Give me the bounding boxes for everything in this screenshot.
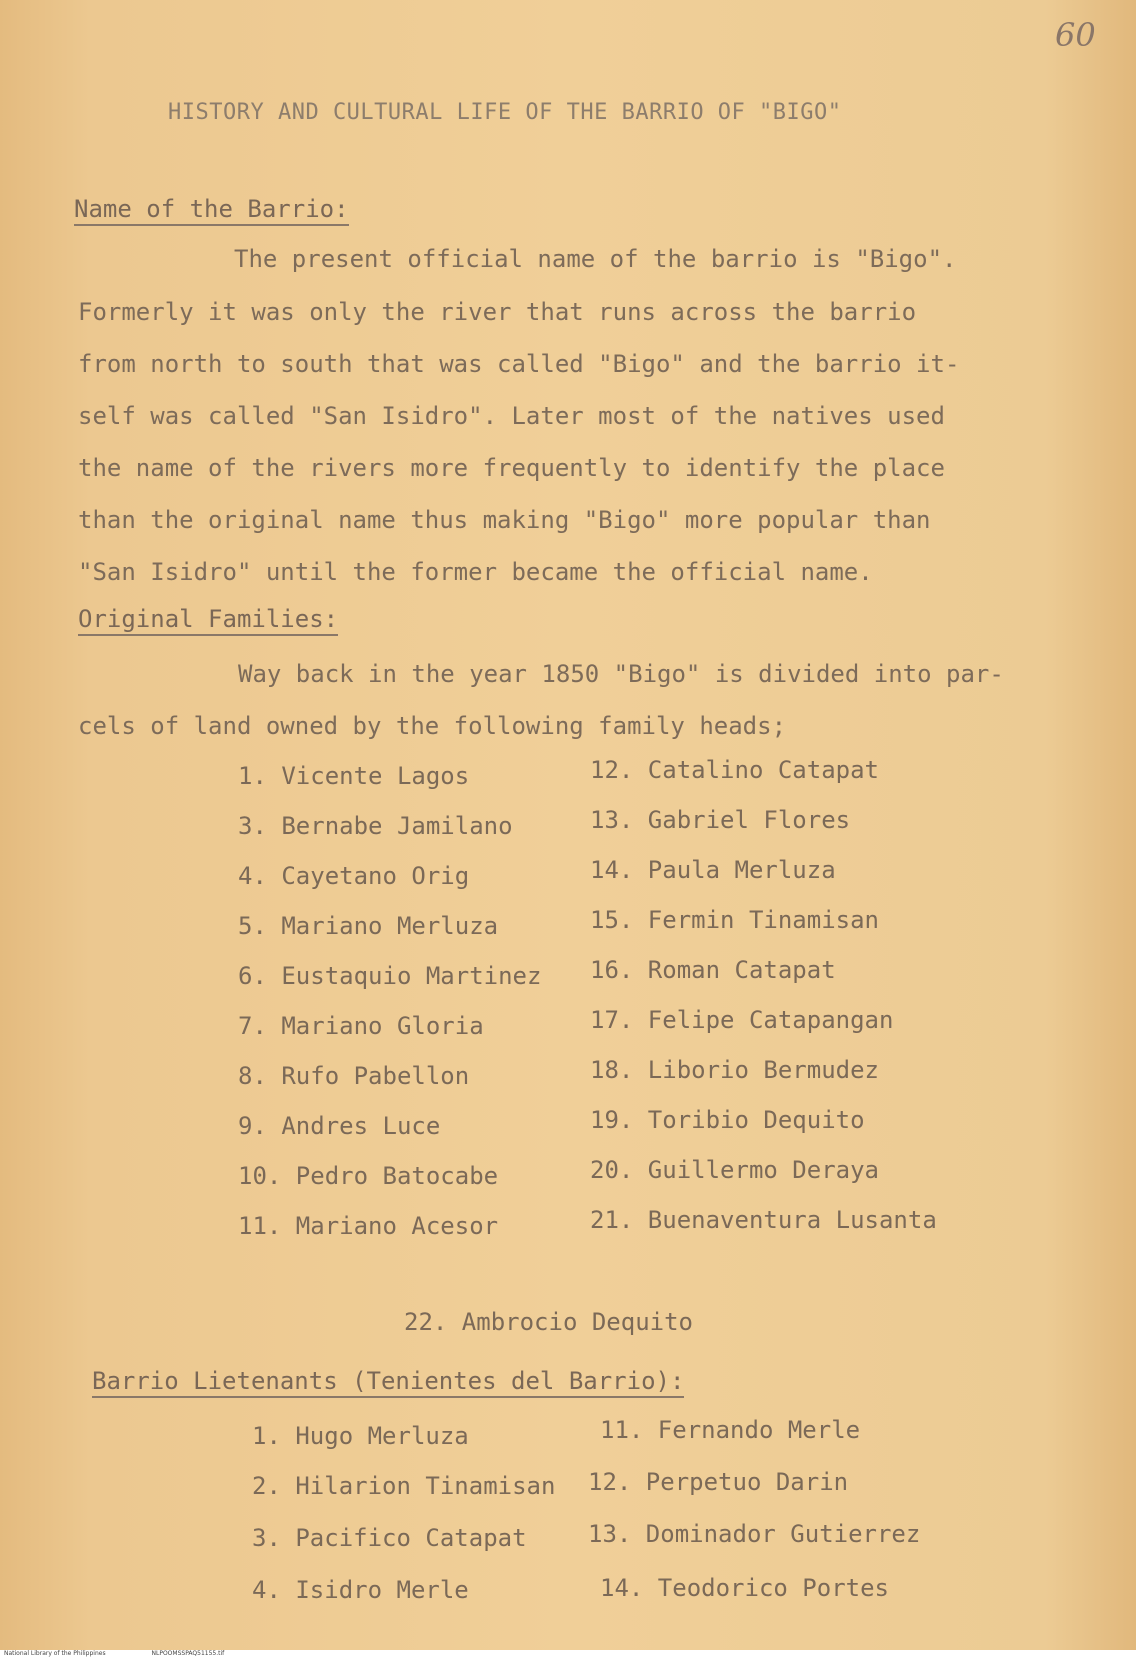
section-heading-lieutenants: Barrio Lietenants (Tenientes del Barrio):: [92, 1368, 684, 1398]
family-list-item: 17. Felipe Catapangan: [590, 1006, 894, 1034]
page-number: 60: [1055, 16, 1096, 54]
lieutenant-list-item: 2. Hilarion Tinamisan: [252, 1472, 556, 1500]
paragraph-line: self was called "San Isidro". Later most of the natives used: [78, 402, 945, 430]
lieutenant-list-item: 1. Hugo Merluza: [252, 1422, 469, 1450]
document-title: HISTORY AND CULTURAL LIFE OF THE BARRIO OF "BIGO": [168, 100, 842, 125]
paragraph-line: "San Isidro" until the former became the official name.: [78, 558, 873, 586]
family-list-item: 7. Mariano Gloria: [238, 1012, 484, 1040]
family-list-item: 22. Ambrocio Dequito: [404, 1308, 693, 1336]
lieutenant-list-item: 11. Fernando Merle: [600, 1416, 861, 1444]
family-list-item: 21. Buenaventura Lusanta: [590, 1206, 937, 1234]
section-heading-name: Name of the Barrio:: [74, 196, 349, 226]
scan-footer: [0, 1650, 1136, 1658]
paragraph-line: than the original name thus making "Bigo" more popular than: [78, 506, 931, 534]
family-list-item: 8. Rufo Pabellon: [238, 1062, 470, 1090]
section-heading-families: Original Families:: [78, 606, 338, 636]
family-list-item: 18. Liborio Bermudez: [590, 1056, 879, 1084]
family-list-item: 15. Fermin Tinamisan: [590, 906, 879, 934]
family-list-item: 12. Catalino Catapat: [590, 756, 879, 784]
family-list-item: 11. Mariano Acesor: [238, 1212, 499, 1240]
family-list-item: 9. Andres Luce: [238, 1112, 441, 1140]
lieutenant-list-item: 3. Pacifico Catapat: [252, 1524, 527, 1552]
family-list-item: 14. Paula Merluza: [590, 856, 836, 884]
family-list-item: 10. Pedro Batocabe: [238, 1162, 499, 1190]
lieutenant-list-item: 14. Teodorico Portes: [600, 1574, 889, 1602]
family-list-item: 6. Eustaquio Martinez: [238, 962, 542, 990]
lieutenant-list-item: 13. Dominador Gutierrez: [588, 1520, 921, 1548]
family-list-item: 16. Roman Catapat: [590, 956, 836, 984]
paragraph-line: Formerly it was only the river that runs across the barrio: [78, 298, 917, 326]
family-list-item: 19. Toribio Dequito: [590, 1106, 865, 1134]
family-list-item: 4. Cayetano Orig: [238, 862, 470, 890]
footer-library: National Library of the Philippines: [4, 1650, 106, 1657]
family-list-item: 13. Gabriel Flores: [590, 806, 851, 834]
paragraph-line: Way back in the year 1850 "Bigo" is divided into par-: [238, 660, 1004, 688]
paragraph-line: The present official name of the barrio is "Bigo".: [234, 245, 957, 273]
footer-file-id: NLPOOMSSPAQ51155.tif: [151, 1650, 225, 1657]
family-list-item: 1. Vicente Lagos: [238, 762, 470, 790]
paragraph-line: cels of land owned by the following family heads;: [78, 712, 787, 740]
paragraph-line: from north to south that was called "Bigo" and the barrio it-: [78, 350, 960, 378]
family-list-item: 20. Guillermo Deraya: [590, 1156, 879, 1184]
lieutenant-list-item: 12. Perpetuo Darin: [588, 1468, 849, 1496]
family-list-item: 5. Mariano Merluza: [238, 912, 499, 940]
lieutenant-list-item: 4. Isidro Merle: [252, 1576, 469, 1604]
paragraph-line: the name of the rivers more frequently to identify the place: [78, 454, 945, 482]
family-list-item: 3. Bernabe Jamilano: [238, 812, 513, 840]
